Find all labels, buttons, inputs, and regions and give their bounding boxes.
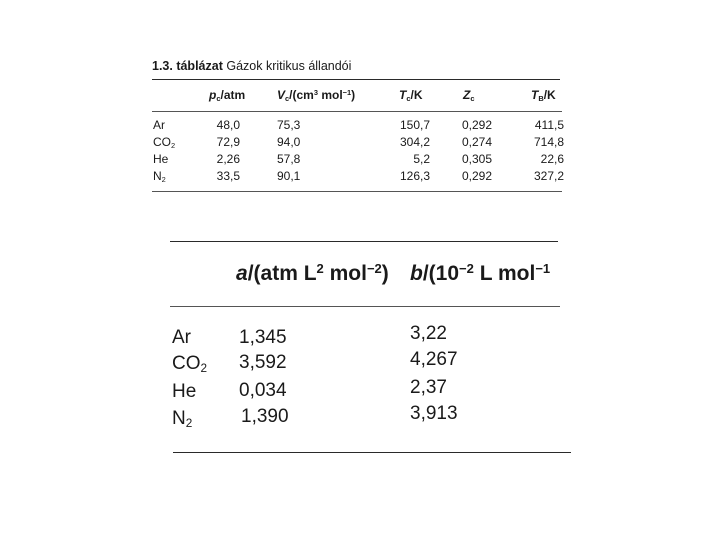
table1-zc-cell: 0,305	[462, 152, 493, 166]
table1-pc-cell: 72,9	[216, 135, 240, 149]
table1-header-pc: $p_c$/atm	[209, 88, 246, 103]
table1-vc-cell: 75,3	[277, 118, 301, 132]
table1-vc-cell: 94,0	[277, 135, 301, 149]
table1-vc-cell: 57,8	[277, 152, 301, 166]
table2-gas-cell: $CO_2$	[172, 353, 208, 375]
table2-a-cell: 1,345	[239, 327, 287, 348]
table1-zc-cell: 0,292	[462, 169, 493, 183]
table1-zc-cell: 0,274	[462, 135, 493, 149]
table1-tc-cell: 150,7	[399, 118, 430, 132]
table2-gas-cell: He	[172, 381, 197, 402]
table1-header-vc: $V_c/(cm^3$ mol$^{-1}$)	[277, 87, 356, 103]
table1-caption	[152, 59, 351, 73]
table1-gas-cell: $N_2$	[153, 169, 166, 184]
table1-tb-cell: 22,6	[540, 152, 564, 166]
table1-header-zc: $Z_c$	[463, 88, 475, 103]
table1-vc-cell: 90,1	[277, 169, 301, 183]
table2-b-cell: 3,913	[410, 403, 458, 424]
table1-gas-cell: $CO_2$	[153, 135, 176, 150]
table2-b-cell: 3,22	[410, 323, 447, 344]
table2-header-b: $b/(10^{-2}$ L mol$^{-1}$	[410, 260, 551, 285]
table1-top-rule	[152, 79, 560, 80]
table1-caption-number: 1.3. táblázat	[152, 59, 223, 73]
table1-pc-cell: 2,26	[216, 152, 240, 166]
table2-b-cell: 2,37	[410, 377, 447, 398]
table2-a-cell: 3,592	[239, 352, 287, 373]
table1-pc-cell: 48,0	[216, 118, 240, 132]
table1-gas-cell: Ar	[153, 118, 165, 132]
table2-header-a: a/(atm $L^2$ mol$^{-2}$)	[236, 260, 389, 285]
table1-tb-cell: 411,5	[534, 118, 564, 132]
table1-tc-cell: 5,2	[413, 152, 430, 166]
table1-gas-cell: He	[153, 152, 169, 166]
table2-b-cell: 4,267	[410, 349, 458, 370]
table1-header-rule	[152, 111, 562, 112]
table2-top-rule	[170, 241, 558, 242]
table1-tb-cell: 714,8	[533, 135, 564, 149]
table1-tc-cell: 304,2	[399, 135, 430, 149]
table2-bottom-rule	[173, 452, 571, 453]
table2-header-rule	[170, 306, 560, 307]
table1-tb-cell: 327,2	[533, 169, 564, 183]
table2-gas-cell: $N_2$	[172, 408, 193, 430]
table1-header-tc: $T_c/K$	[399, 88, 423, 103]
table1-header-tb: $T_B/K$	[531, 88, 556, 103]
table1-bottom-rule	[152, 191, 562, 192]
table1-tc-cell: 126,3	[399, 169, 430, 183]
table1-pc-cell: 33,5	[216, 169, 240, 183]
table1-caption-title: Gázok kritikus állandói	[226, 59, 352, 73]
table2-a-cell: 1,390	[241, 406, 289, 427]
table2-a-cell: 0,034	[239, 380, 287, 401]
table2-gas-cell: Ar	[172, 327, 191, 348]
table1-zc-cell: 0,292	[462, 118, 493, 132]
